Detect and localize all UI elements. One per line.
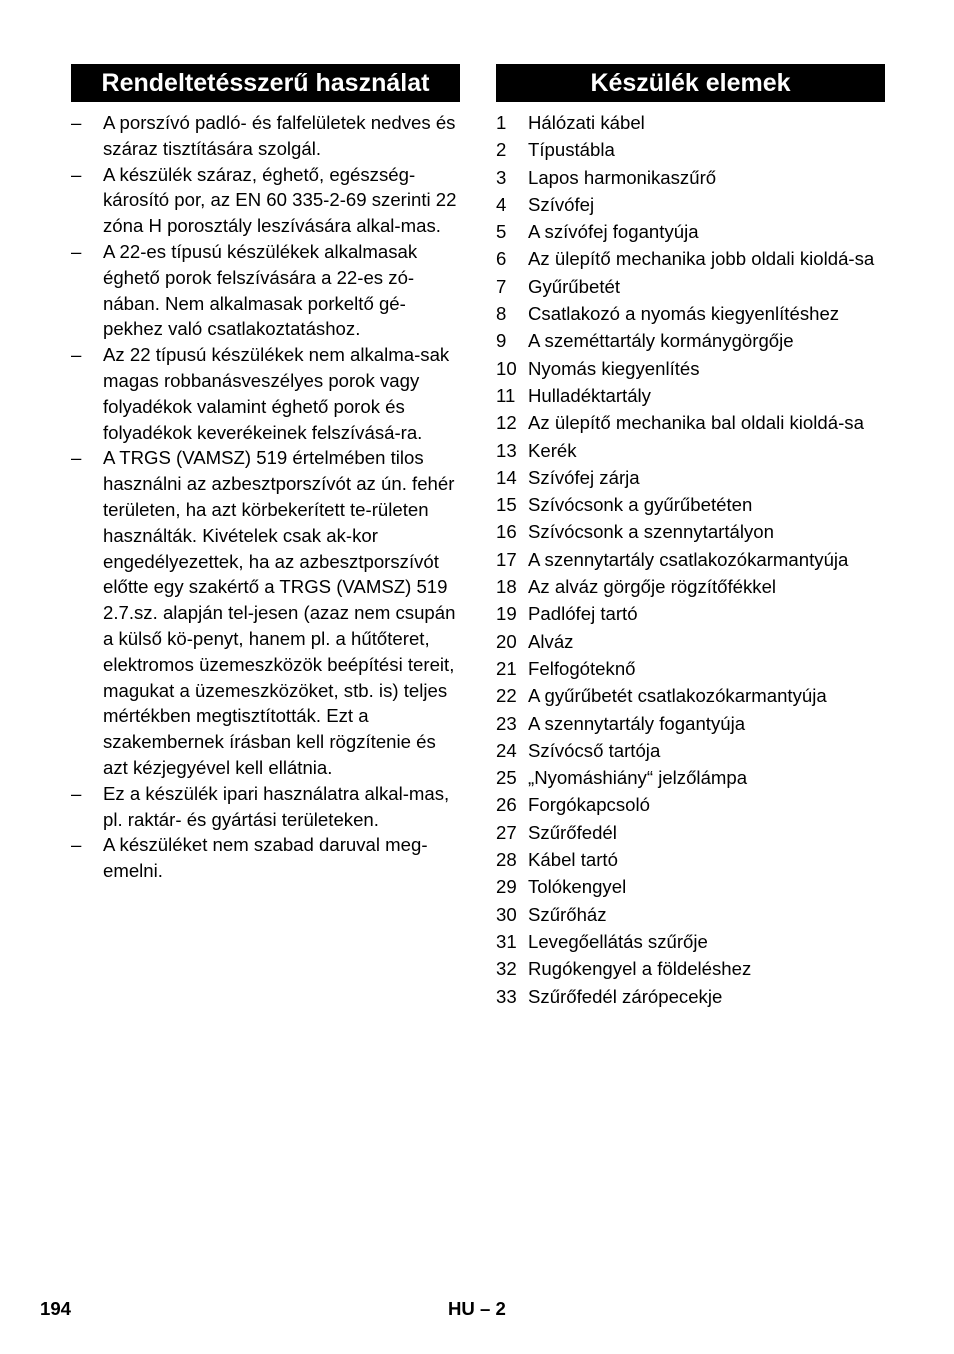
part-number: 28 bbox=[496, 849, 517, 871]
part-number: 18 bbox=[496, 576, 517, 598]
dash-marker: – bbox=[71, 163, 82, 185]
part-number: 30 bbox=[496, 903, 517, 925]
part-item bbox=[496, 519, 885, 545]
part-label: Szívócsonk a szennytartályon bbox=[528, 521, 774, 543]
part-item bbox=[496, 301, 885, 327]
part-item bbox=[496, 601, 885, 627]
intended-use-section bbox=[71, 64, 460, 884]
part-label: Szívócsonk a gyűrűbetéten bbox=[528, 494, 753, 516]
part-label: Felfogóteknő bbox=[528, 657, 636, 679]
part-item bbox=[496, 738, 885, 764]
part-label: Forgókapcsoló bbox=[528, 794, 650, 816]
part-label: Típustábla bbox=[528, 139, 615, 161]
part-label: Szívófej bbox=[528, 193, 595, 215]
page-number: 194 bbox=[40, 1298, 72, 1319]
intended-use-heading: Rendeltetésszerű használat bbox=[71, 64, 460, 102]
part-label: Lapos harmonikaszűrő bbox=[528, 166, 717, 188]
bullet-item bbox=[71, 445, 460, 780]
part-item bbox=[496, 438, 885, 464]
part-item bbox=[496, 547, 885, 573]
part-number: 33 bbox=[496, 985, 517, 1007]
bullet-item bbox=[71, 781, 460, 833]
section-code: HU – 2 bbox=[448, 1298, 506, 1319]
intended-use-list bbox=[71, 110, 460, 884]
dash-marker: – bbox=[71, 782, 82, 804]
part-item bbox=[496, 683, 885, 709]
part-item bbox=[496, 656, 885, 682]
part-number: 8 bbox=[496, 303, 507, 325]
part-number: 3 bbox=[496, 166, 507, 188]
part-label: Szűrőfedél zárópecekje bbox=[528, 985, 723, 1007]
part-label: Alváz bbox=[528, 630, 574, 652]
part-number: 10 bbox=[496, 357, 517, 379]
dash-marker: – bbox=[71, 240, 82, 262]
part-number: 2 bbox=[496, 139, 507, 161]
part-label: Tolókengyel bbox=[528, 876, 627, 898]
bullet-text: Ez a készülék ipari használatra alkal-mas, pl. raktár- és gyártási területeken. bbox=[103, 782, 450, 830]
dash-marker: – bbox=[71, 344, 82, 366]
device-parts-list bbox=[496, 110, 885, 1009]
part-number: 20 bbox=[496, 630, 517, 652]
part-item bbox=[496, 356, 885, 382]
part-number: 21 bbox=[496, 657, 517, 679]
part-label: A szennytartály csatlakozókarmantyúja bbox=[528, 548, 849, 570]
part-item bbox=[496, 984, 885, 1010]
part-label: Csatlakozó a nyomás kiegyenlítéshez bbox=[528, 303, 840, 325]
device-parts-section bbox=[496, 64, 885, 1011]
part-label: Padlófej tartó bbox=[528, 603, 638, 625]
bullet-text: A készülék száraz, éghető, egészség-károsító por, az EN 60 335-2-69 szerinti 22 zóna H porosztály leszívására alkal-mas. bbox=[103, 163, 457, 237]
part-item bbox=[496, 765, 885, 791]
part-number: 16 bbox=[496, 521, 517, 543]
part-number: 24 bbox=[496, 739, 517, 761]
part-item bbox=[496, 902, 885, 928]
part-label: A szívófej fogantyúja bbox=[528, 221, 699, 243]
part-number: 31 bbox=[496, 930, 517, 952]
bullet-item bbox=[71, 239, 460, 342]
part-item bbox=[496, 383, 885, 409]
part-number: 9 bbox=[496, 330, 507, 352]
part-label: Az ülepítő mechanika jobb oldali kioldá-sa bbox=[528, 248, 875, 270]
part-label: A szeméttartály kormánygörgője bbox=[528, 330, 794, 352]
part-label: Az ülepítő mechanika bal oldali kioldá-sa bbox=[528, 412, 864, 434]
part-item bbox=[496, 219, 885, 245]
part-label: Hálózati kábel bbox=[528, 112, 645, 133]
bullet-item bbox=[71, 162, 460, 239]
part-number: 13 bbox=[496, 439, 517, 461]
part-label: Szívófej zárja bbox=[528, 466, 640, 488]
bullet-text: A TRGS (VAMSZ) 519 értelmében tilos használni az azbesztporszívót az ún. fehér területen, ha azt körbekerített te-rületen használták. Kivételek csak ak-kor engedélyezettek, ha az azbesztporszívót előtte egy szakértő a TRGS (VAMSZ) 519 2.7.sz. alapján tel-jesen (azaz nem csupán a külső kö-penyt, hanem pl. a hűtőteret, elektromos üzemeszközök beépítési tereit, magukat a üzemeszközöket, stb. is) teljes mértékben megtisztították. Ezt a szakembernek írásban kell rögzítenie és azt kézjegyével kell ellátnia. bbox=[103, 447, 456, 778]
part-label: Szűrőház bbox=[528, 903, 607, 925]
part-label: Szűrőfedél bbox=[528, 821, 617, 843]
part-number: 27 bbox=[496, 821, 517, 843]
part-label: „Nyomáshiány“ jelzőlámpa bbox=[528, 767, 748, 789]
part-label: Kerék bbox=[528, 439, 577, 461]
part-label: A gyűrűbetét csatlakozókarmantyúja bbox=[528, 685, 827, 707]
bullet-text: A porszívó padló- és falfelületek nedves és száraz tisztítására szolgál. bbox=[103, 112, 456, 159]
bullet-item bbox=[71, 110, 460, 162]
part-number: 32 bbox=[496, 958, 517, 980]
part-number: 4 bbox=[496, 193, 507, 215]
part-number: 5 bbox=[496, 221, 507, 243]
part-item bbox=[496, 137, 885, 163]
bullet-item bbox=[71, 832, 460, 884]
part-number: 14 bbox=[496, 466, 517, 488]
bullet-text: A készüléket nem szabad daruval meg-emelni. bbox=[103, 834, 428, 882]
part-label: Nyomás kiegyenlítés bbox=[528, 357, 700, 379]
part-number: 1 bbox=[496, 112, 507, 133]
part-item bbox=[496, 574, 885, 600]
part-number: 7 bbox=[496, 275, 507, 297]
part-item bbox=[496, 274, 885, 300]
part-item bbox=[496, 110, 885, 136]
part-number: 23 bbox=[496, 712, 517, 734]
part-number: 19 bbox=[496, 603, 517, 625]
part-label: Szívócső tartója bbox=[528, 739, 661, 761]
part-item bbox=[496, 246, 885, 272]
bullet-text: Az 22 típusú készülékek nem alkalma-sak magas robbanásveszélyes porok vagy folyadékok valamint éghető porok és folyadékok keverékeinek felszívásá-ra. bbox=[103, 344, 450, 443]
part-label: Hulladéktartály bbox=[528, 384, 651, 406]
part-item bbox=[496, 492, 885, 518]
part-item bbox=[496, 165, 885, 191]
part-number: 25 bbox=[496, 767, 517, 789]
part-item bbox=[496, 847, 885, 873]
part-item bbox=[496, 465, 885, 491]
bullet-text: A 22-es típusú készülékek alkalmasak éghető porok felszívására a 22-es zó-nában. Nem alkalmasak porkeltő gé-pekhez való csatlakoztatáshoz. bbox=[103, 240, 418, 340]
part-number: 11 bbox=[496, 384, 516, 406]
part-item bbox=[496, 629, 885, 655]
bullet-item bbox=[71, 342, 460, 445]
part-item bbox=[496, 956, 885, 982]
part-item bbox=[496, 792, 885, 818]
part-number: 12 bbox=[496, 412, 517, 434]
part-number: 29 bbox=[496, 876, 517, 898]
part-item bbox=[496, 410, 885, 436]
part-number: 15 bbox=[496, 494, 517, 516]
dash-marker: – bbox=[71, 834, 82, 856]
device-parts-heading: Készülék elemek bbox=[496, 64, 885, 102]
part-label: Rugókengyel a földeléshez bbox=[528, 958, 752, 980]
dash-marker: – bbox=[71, 112, 82, 133]
part-number: 22 bbox=[496, 685, 517, 707]
part-item bbox=[496, 820, 885, 846]
part-item bbox=[496, 929, 885, 955]
part-label: Levegőellátás szűrője bbox=[528, 930, 708, 952]
part-label: Gyűrűbetét bbox=[528, 275, 620, 297]
part-item bbox=[496, 711, 885, 737]
part-item bbox=[496, 192, 885, 218]
part-label: A szennytartály fogantyúja bbox=[528, 712, 746, 734]
part-number: 17 bbox=[496, 548, 517, 570]
part-number: 26 bbox=[496, 794, 517, 816]
part-label: Az alváz görgője rögzítőfékkel bbox=[528, 576, 777, 598]
part-number: 6 bbox=[496, 248, 507, 270]
part-label: Kábel tartó bbox=[528, 849, 618, 871]
dash-marker: – bbox=[71, 447, 82, 469]
part-item bbox=[496, 874, 885, 900]
part-item bbox=[496, 328, 885, 354]
